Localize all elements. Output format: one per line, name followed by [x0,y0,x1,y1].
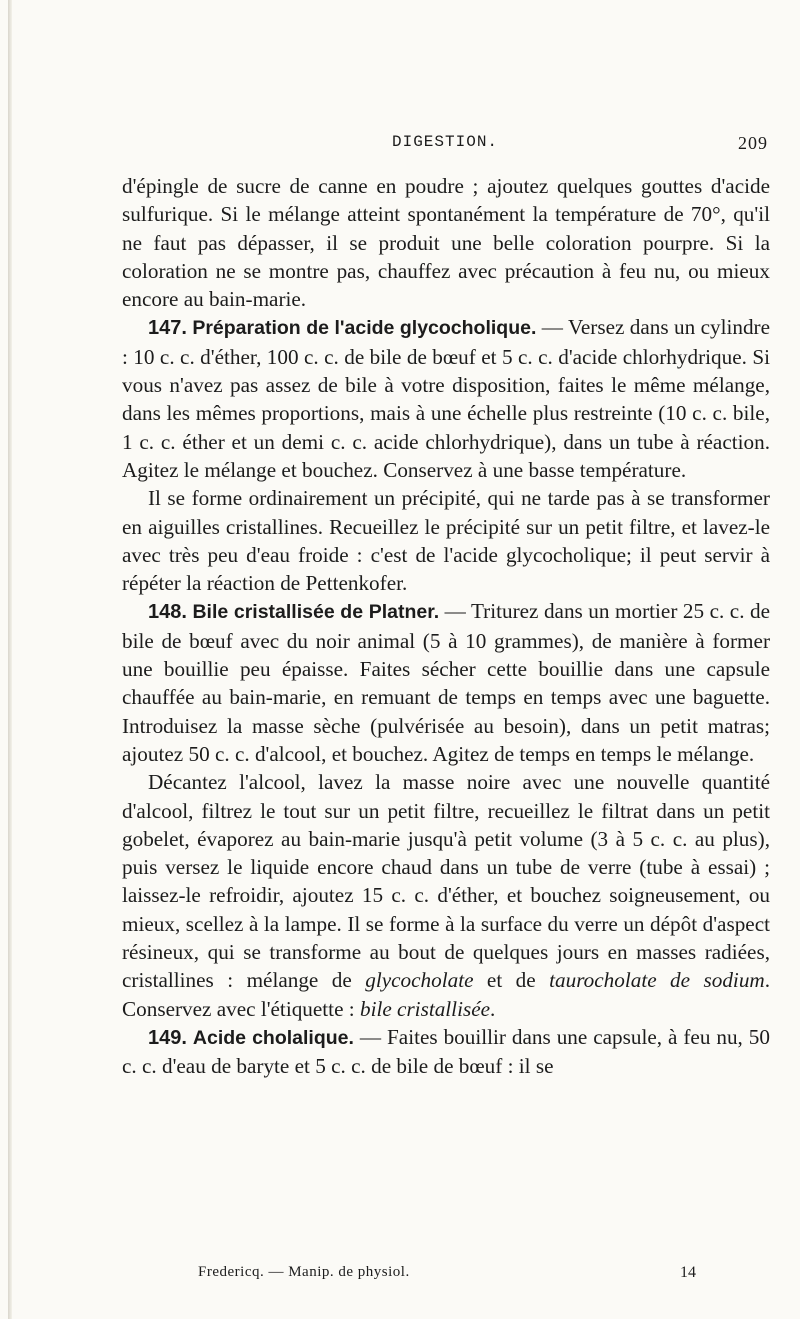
section-148 [122,597,770,768]
running-title: DIGESTION. [392,133,499,151]
section-147 [122,313,770,484]
running-header [122,133,768,161]
page-binding-edge [8,0,12,1319]
text-run: . Conservez avec l'étiquette : [122,968,771,1021]
section-heading: Préparation de l'acide glycocholique. [192,317,537,340]
section-149 [122,1023,770,1081]
text-run: et de [473,968,550,993]
section-number: 147. [148,317,187,340]
section-text: — Versez dans un cylindre : 10 c. c. d'éther, 100 c. c. de bile de bœuf et 5 c. c. d'acide chlorhydrique. Si vous n'avez pas assez de bile à votre disposition, faites le même mélange, dans les mêmes proportions, mais à une échelle plus restreinte (10 c. c. bile, 1 c. c. éther et un demi c. c. acide chlorhydrique), dans un tube à réaction. Agitez le mélange et bouchez. Conservez à une basse température. [122,315,771,482]
italic-term: taurocholate de sodium [549,968,765,993]
section-heading: Acide cholalique. [192,1026,354,1049]
page-footer [198,1264,696,1290]
section-heading: Bile cristallisée de Platner. [192,601,440,624]
italic-term: bile cristallisée [359,996,491,1021]
text-run: . [490,996,496,1021]
section-number: 148. [148,601,187,624]
section-text: — Faites bouillir dans une capsule, à feu nu, 50 c. c. d'eau de baryte et 5 c. c. de bile de bœuf : il se [122,1024,770,1079]
page-number: 209 [738,133,768,153]
text-run: Décantez l'alcool, lavez la masse noire avec une nouvelle quantité d'alcool, filtrez le tout sur un petit filtre, recueillez le filtrat dans un petit gobelet, évaporez au bain-marie jusqu'à petit volume (3 à 5 c. c. au plus), puis versez le liquide encore chaud dans un tube de verre (tube à essai) ; laissez-le refroidir, ajoutez 15 c. c. d'éther, et bouchez soigneusement, ou mieux, scellez à la lampe. Il se forme à la surface du verre un dépôt d'aspect résineux, qui se transforme au bout de quelques jours en masses radiées, cristallines : mélange de [122,770,770,993]
printer-signature: Fredericq. — Manip. de physiol. [198,1264,410,1280]
page-body [122,172,770,1081]
paragraph: Il se forme ordinairement un précipité, qui ne tarde pas à se transformer en aiguilles cristallines. Recueillez le précipité sur un petit filtre, et lavez-le avec très peu d'eau froide : c'est de l'acide glycocholique; il peut servir à répéter la réaction de Pettenkofer. [122,486,770,596]
signature-mark: 14 [680,1264,696,1281]
section-number: 149. [148,1026,187,1049]
italic-term: glycocholate [365,968,474,993]
section-text: — Triturez dans un mortier 25 c. c. de bile de bœuf avec du noir animal (5 à 10 grammes), de manière à former une bouillie peu épaisse. Faites sécher cette bouillie dans une capsule chauffée au bain-marie, en remuant de temps en temps avec une baguette. Introduisez la masse sèche (pulvérisée au besoin), dans un petit matras; ajoutez 50 c. c. d'alcool, et bouchez. Agitez de temps en temps le mélange. [122,599,770,766]
paragraph-continued: d'épingle de sucre de canne en poudre ; ajoutez quelques gouttes d'acide sulfurique. Si le mélange atteint spontanément la température de 70°, qu'il ne faut pas dépasser, il se produit une belle coloration pourpre. Si la coloration ne se montre pas, chauffez avec précaution à feu nu, ou mieux encore au bain-marie. [122,174,770,312]
paragraph-with-italics [122,768,770,1023]
